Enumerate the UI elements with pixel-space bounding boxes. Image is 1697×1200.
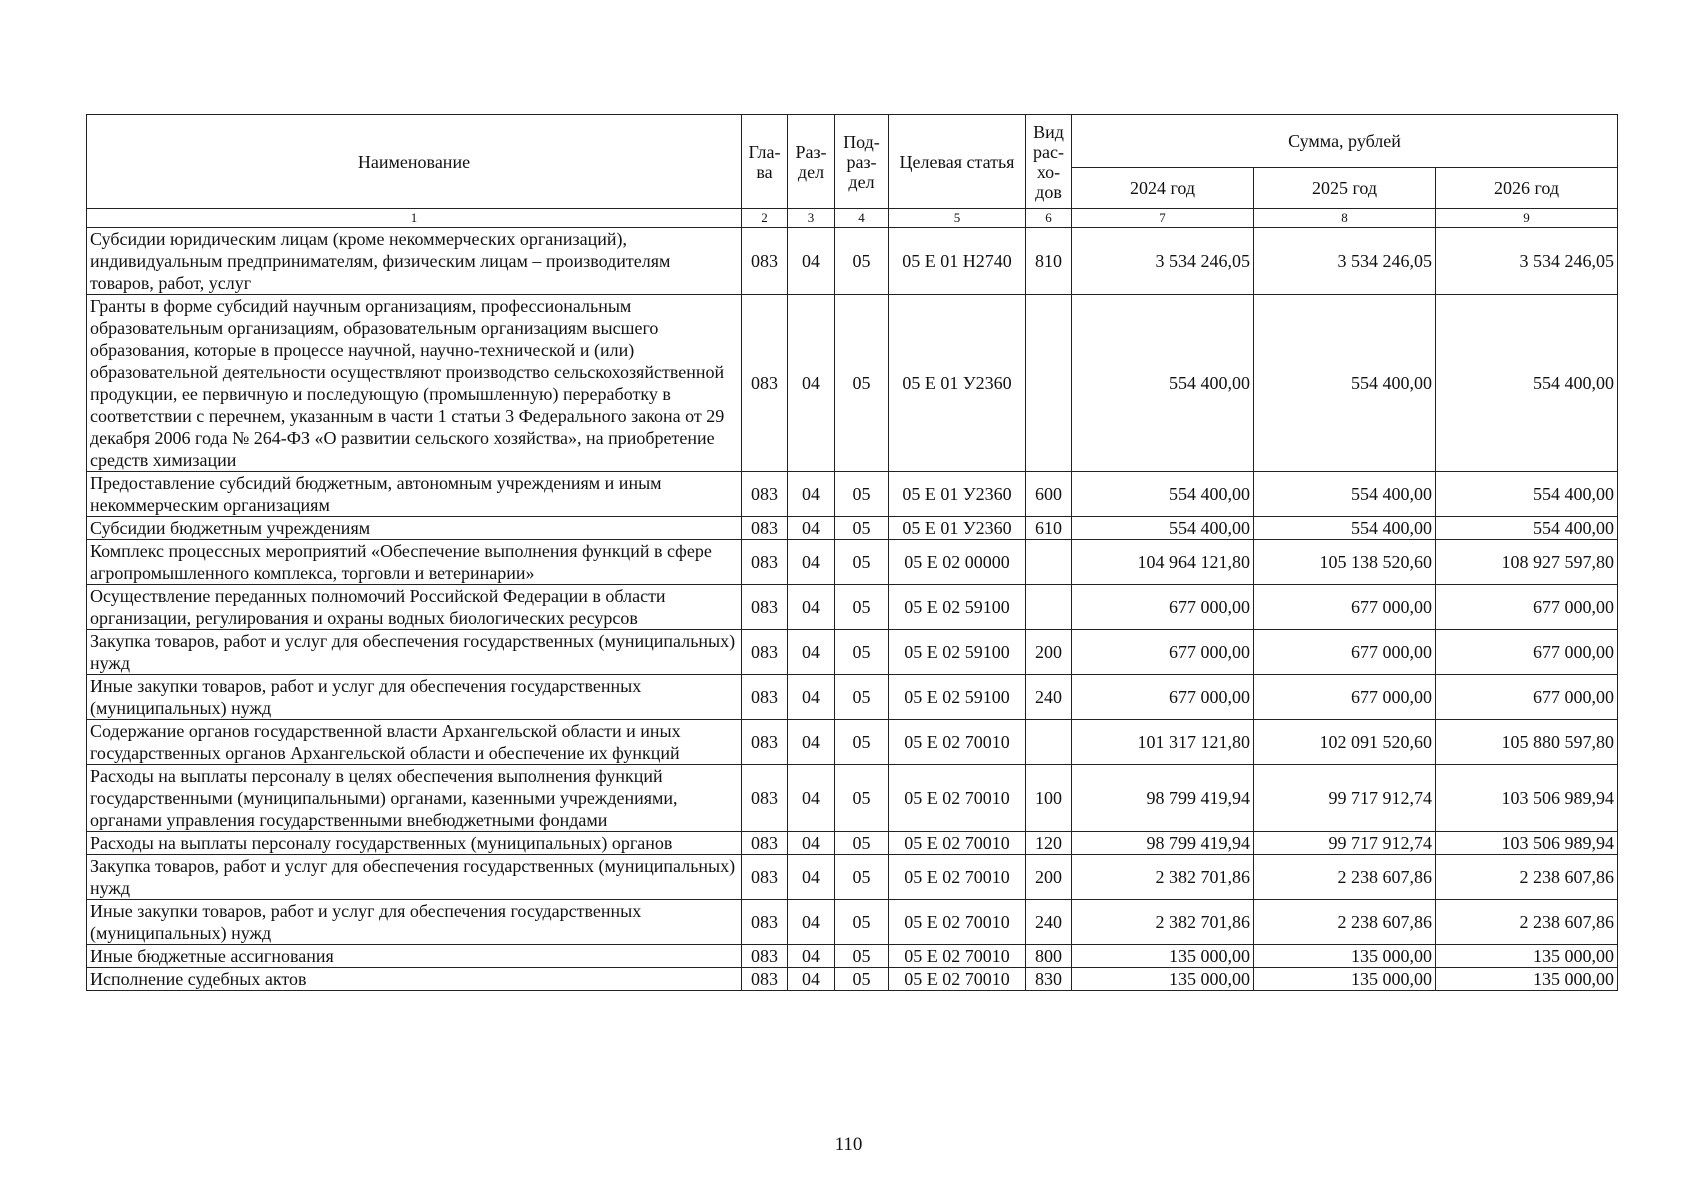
header-name: Наименование bbox=[87, 115, 742, 209]
row-chapter: 083 bbox=[742, 720, 788, 765]
table-row bbox=[87, 832, 1618, 855]
row-chapter: 083 bbox=[742, 295, 788, 472]
column-number: 5 bbox=[889, 209, 1026, 228]
row-amount-2026: 554 400,00 bbox=[1436, 295, 1618, 472]
row-chapter: 083 bbox=[742, 900, 788, 945]
row-name: Предоставление субсидий бюджетным, автономным учреждениям и иным некоммерческим организациям bbox=[87, 472, 742, 517]
table-row bbox=[87, 720, 1618, 765]
row-amount-2025: 135 000,00 bbox=[1254, 968, 1436, 991]
row-subsection: 05 bbox=[835, 900, 889, 945]
row-expense-type: 200 bbox=[1026, 630, 1072, 675]
row-subsection: 05 bbox=[835, 832, 889, 855]
row-amount-2024: 98 799 419,94 bbox=[1072, 832, 1254, 855]
table-row bbox=[87, 228, 1618, 295]
row-amount-2026: 677 000,00 bbox=[1436, 675, 1618, 720]
row-amount-2026: 554 400,00 bbox=[1436, 517, 1618, 540]
row-amount-2024: 554 400,00 bbox=[1072, 472, 1254, 517]
header-year-2025: 2025 год bbox=[1254, 168, 1436, 209]
row-name: Субсидии бюджетным учреждениям bbox=[87, 517, 742, 540]
column-number: 7 bbox=[1072, 209, 1254, 228]
row-chapter: 083 bbox=[742, 832, 788, 855]
header-expense-type: Вид рас- хо- дов bbox=[1026, 115, 1072, 209]
table-row bbox=[87, 900, 1618, 945]
row-target-article: 05 Е 02 70010 bbox=[889, 855, 1026, 900]
row-amount-2024: 2 382 701,86 bbox=[1072, 900, 1254, 945]
row-subsection: 05 bbox=[835, 720, 889, 765]
table-row bbox=[87, 630, 1618, 675]
row-expense-type: 600 bbox=[1026, 472, 1072, 517]
row-subsection: 05 bbox=[835, 472, 889, 517]
row-name: Иные закупки товаров, работ и услуг для обеспечения государственных (муниципальных) нужд bbox=[87, 900, 742, 945]
row-amount-2026: 3 534 246,05 bbox=[1436, 228, 1618, 295]
row-amount-2025: 677 000,00 bbox=[1254, 630, 1436, 675]
row-amount-2026: 554 400,00 bbox=[1436, 472, 1618, 517]
row-target-article: 05 Е 01 У2360 bbox=[889, 472, 1026, 517]
row-name: Субсидии юридическим лицам (кроме некоммерческих организаций), индивидуальным предпринимателям, физическим лицам – производителям товаров, работ, услуг bbox=[87, 228, 742, 295]
row-section: 04 bbox=[788, 720, 835, 765]
row-target-article: 05 Е 02 70010 bbox=[889, 945, 1026, 968]
row-expense-type bbox=[1026, 720, 1072, 765]
row-amount-2025: 2 238 607,86 bbox=[1254, 855, 1436, 900]
row-chapter: 083 bbox=[742, 765, 788, 832]
row-subsection: 05 bbox=[835, 585, 889, 630]
row-expense-type: 800 bbox=[1026, 945, 1072, 968]
row-amount-2025: 105 138 520,60 bbox=[1254, 540, 1436, 585]
row-amount-2026: 103 506 989,94 bbox=[1436, 832, 1618, 855]
row-subsection: 05 bbox=[835, 855, 889, 900]
row-target-article: 05 Е 01 У2360 bbox=[889, 295, 1026, 472]
table-row bbox=[87, 945, 1618, 968]
table-header bbox=[87, 115, 1618, 228]
row-section: 04 bbox=[788, 968, 835, 991]
column-numbers-row bbox=[87, 209, 1618, 228]
row-name: Расходы на выплаты персоналу в целях обеспечения выполнения функций государственными (муниципальными) органами, казенными учреждениями, органами управления государственными внебюджетными фондами bbox=[87, 765, 742, 832]
table-row bbox=[87, 295, 1618, 472]
row-subsection: 05 bbox=[835, 295, 889, 472]
row-chapter: 083 bbox=[742, 540, 788, 585]
row-subsection: 05 bbox=[835, 517, 889, 540]
row-name: Иные закупки товаров, работ и услуг для обеспечения государственных (муниципальных) нужд bbox=[87, 675, 742, 720]
row-chapter: 083 bbox=[742, 675, 788, 720]
row-target-article: 05 Е 01 У2360 bbox=[889, 517, 1026, 540]
row-expense-type: 830 bbox=[1026, 968, 1072, 991]
row-expense-type bbox=[1026, 585, 1072, 630]
row-section: 04 bbox=[788, 765, 835, 832]
row-amount-2025: 3 534 246,05 bbox=[1254, 228, 1436, 295]
row-amount-2026: 2 238 607,86 bbox=[1436, 900, 1618, 945]
row-subsection: 05 bbox=[835, 630, 889, 675]
row-section: 04 bbox=[788, 945, 835, 968]
row-section: 04 bbox=[788, 228, 835, 295]
row-section: 04 bbox=[788, 540, 835, 585]
row-name: Осуществление переданных полномочий Российской Федерации в области организации, регулирования и охраны водных биологических ресурсов bbox=[87, 585, 742, 630]
row-name: Комплекс процессных мероприятий «Обеспечение выполнения функций в сфере агропромышленного комплекса, торговли и ветеринарии» bbox=[87, 540, 742, 585]
table-row bbox=[87, 517, 1618, 540]
row-chapter: 083 bbox=[742, 517, 788, 540]
row-target-article: 05 Е 02 70010 bbox=[889, 720, 1026, 765]
row-name: Исполнение судебных актов bbox=[87, 968, 742, 991]
row-expense-type: 200 bbox=[1026, 855, 1072, 900]
row-expense-type: 240 bbox=[1026, 675, 1072, 720]
row-name: Содержание органов государственной власти Архангельской области и иных государственных органов Архангельской области и обеспечение их функций bbox=[87, 720, 742, 765]
row-subsection: 05 bbox=[835, 228, 889, 295]
row-amount-2025: 677 000,00 bbox=[1254, 675, 1436, 720]
row-subsection: 05 bbox=[835, 968, 889, 991]
row-chapter: 083 bbox=[742, 968, 788, 991]
row-name: Гранты в форме субсидий научным организациям, профессиональным образовательным организациям, образовательным организациям высшего образования, которые в процессе научной, научно-технической и (или) образовательной деятельности осуществляют производство сельскохозяйственной продукции, ее первичную и последующую (промышленную) переработку в соответствии с перечнем, указанным в части 1 статьи 3 Федерального закона от 29 декабря 2006 года № 264-ФЗ «О развитии сельского хозяйства», на приобретение средств химизации bbox=[87, 295, 742, 472]
table-row bbox=[87, 540, 1618, 585]
row-expense-type: 240 bbox=[1026, 900, 1072, 945]
row-section: 04 bbox=[788, 585, 835, 630]
budget-table bbox=[86, 114, 1618, 991]
row-amount-2024: 677 000,00 bbox=[1072, 585, 1254, 630]
header-chapter: Гла- ва bbox=[742, 115, 788, 209]
header-section: Раз- дел bbox=[788, 115, 835, 209]
header-year-2026: 2026 год bbox=[1436, 168, 1618, 209]
row-subsection: 05 bbox=[835, 765, 889, 832]
row-target-article: 05 Е 02 59100 bbox=[889, 585, 1026, 630]
column-number: 2 bbox=[742, 209, 788, 228]
row-expense-type bbox=[1026, 295, 1072, 472]
row-expense-type: 810 bbox=[1026, 228, 1072, 295]
row-target-article: 05 Е 02 70010 bbox=[889, 832, 1026, 855]
row-subsection: 05 bbox=[835, 540, 889, 585]
table-body bbox=[87, 228, 1618, 991]
column-number: 6 bbox=[1026, 209, 1072, 228]
table-row bbox=[87, 675, 1618, 720]
row-target-article: 05 Е 02 70010 bbox=[889, 968, 1026, 991]
header-subsection: Под- раз- дел bbox=[835, 115, 889, 209]
row-expense-type bbox=[1026, 540, 1072, 585]
row-amount-2026: 677 000,00 bbox=[1436, 585, 1618, 630]
row-amount-2024: 101 317 121,80 bbox=[1072, 720, 1254, 765]
column-number: 1 bbox=[87, 209, 742, 228]
row-amount-2025: 554 400,00 bbox=[1254, 295, 1436, 472]
row-name: Расходы на выплаты персоналу государственных (муниципальных) органов bbox=[87, 832, 742, 855]
row-section: 04 bbox=[788, 900, 835, 945]
row-section: 04 bbox=[788, 295, 835, 472]
header-target-article: Целевая статья bbox=[889, 115, 1026, 209]
row-amount-2024: 554 400,00 bbox=[1072, 517, 1254, 540]
row-amount-2024: 554 400,00 bbox=[1072, 295, 1254, 472]
row-target-article: 05 Е 02 70010 bbox=[889, 765, 1026, 832]
row-target-article: 05 Е 02 00000 bbox=[889, 540, 1026, 585]
row-target-article: 05 Е 01 Н2740 bbox=[889, 228, 1026, 295]
row-amount-2024: 677 000,00 bbox=[1072, 630, 1254, 675]
row-chapter: 083 bbox=[742, 585, 788, 630]
row-section: 04 bbox=[788, 630, 835, 675]
row-amount-2026: 2 238 607,86 bbox=[1436, 855, 1618, 900]
row-chapter: 083 bbox=[742, 472, 788, 517]
row-subsection: 05 bbox=[835, 675, 889, 720]
row-amount-2024: 104 964 121,80 bbox=[1072, 540, 1254, 585]
table-row bbox=[87, 472, 1618, 517]
table-row bbox=[87, 968, 1618, 991]
row-section: 04 bbox=[788, 472, 835, 517]
row-section: 04 bbox=[788, 517, 835, 540]
table-row bbox=[87, 855, 1618, 900]
row-section: 04 bbox=[788, 855, 835, 900]
row-amount-2024: 3 534 246,05 bbox=[1072, 228, 1254, 295]
row-expense-type: 100 bbox=[1026, 765, 1072, 832]
page-number: 110 bbox=[834, 1134, 863, 1155]
row-chapter: 083 bbox=[742, 945, 788, 968]
row-expense-type: 120 bbox=[1026, 832, 1072, 855]
row-name: Закупка товаров, работ и услуг для обеспечения государственных (муниципальных) нужд bbox=[87, 630, 742, 675]
row-chapter: 083 bbox=[742, 228, 788, 295]
column-number: 9 bbox=[1436, 209, 1618, 228]
row-amount-2025: 99 717 912,74 bbox=[1254, 765, 1436, 832]
row-amount-2025: 554 400,00 bbox=[1254, 472, 1436, 517]
row-name: Иные бюджетные ассигнования bbox=[87, 945, 742, 968]
row-target-article: 05 Е 02 70010 bbox=[889, 900, 1026, 945]
row-amount-2025: 554 400,00 bbox=[1254, 517, 1436, 540]
row-amount-2025: 2 238 607,86 bbox=[1254, 900, 1436, 945]
header-sum-group: Сумма, рублей bbox=[1072, 115, 1618, 168]
column-number: 4 bbox=[835, 209, 889, 228]
row-amount-2024: 135 000,00 bbox=[1072, 945, 1254, 968]
row-target-article: 05 Е 02 59100 bbox=[889, 675, 1026, 720]
row-amount-2024: 677 000,00 bbox=[1072, 675, 1254, 720]
row-section: 04 bbox=[788, 675, 835, 720]
column-number: 8 bbox=[1254, 209, 1436, 228]
row-amount-2026: 105 880 597,80 bbox=[1436, 720, 1618, 765]
row-chapter: 083 bbox=[742, 630, 788, 675]
row-section: 04 bbox=[788, 832, 835, 855]
column-number: 3 bbox=[788, 209, 835, 228]
row-amount-2026: 103 506 989,94 bbox=[1436, 765, 1618, 832]
row-amount-2024: 2 382 701,86 bbox=[1072, 855, 1254, 900]
row-amount-2026: 677 000,00 bbox=[1436, 630, 1618, 675]
row-amount-2024: 135 000,00 bbox=[1072, 968, 1254, 991]
row-amount-2025: 677 000,00 bbox=[1254, 585, 1436, 630]
row-amount-2026: 135 000,00 bbox=[1436, 968, 1618, 991]
row-target-article: 05 Е 02 59100 bbox=[889, 630, 1026, 675]
header-year-2024: 2024 год bbox=[1072, 168, 1254, 209]
table-row bbox=[87, 585, 1618, 630]
row-amount-2025: 135 000,00 bbox=[1254, 945, 1436, 968]
row-name: Закупка товаров, работ и услуг для обеспечения государственных (муниципальных) нужд bbox=[87, 855, 742, 900]
row-amount-2025: 102 091 520,60 bbox=[1254, 720, 1436, 765]
row-amount-2024: 98 799 419,94 bbox=[1072, 765, 1254, 832]
row-amount-2026: 108 927 597,80 bbox=[1436, 540, 1618, 585]
row-amount-2025: 99 717 912,74 bbox=[1254, 832, 1436, 855]
table-row bbox=[87, 765, 1618, 832]
row-amount-2026: 135 000,00 bbox=[1436, 945, 1618, 968]
row-expense-type: 610 bbox=[1026, 517, 1072, 540]
row-subsection: 05 bbox=[835, 945, 889, 968]
row-chapter: 083 bbox=[742, 855, 788, 900]
